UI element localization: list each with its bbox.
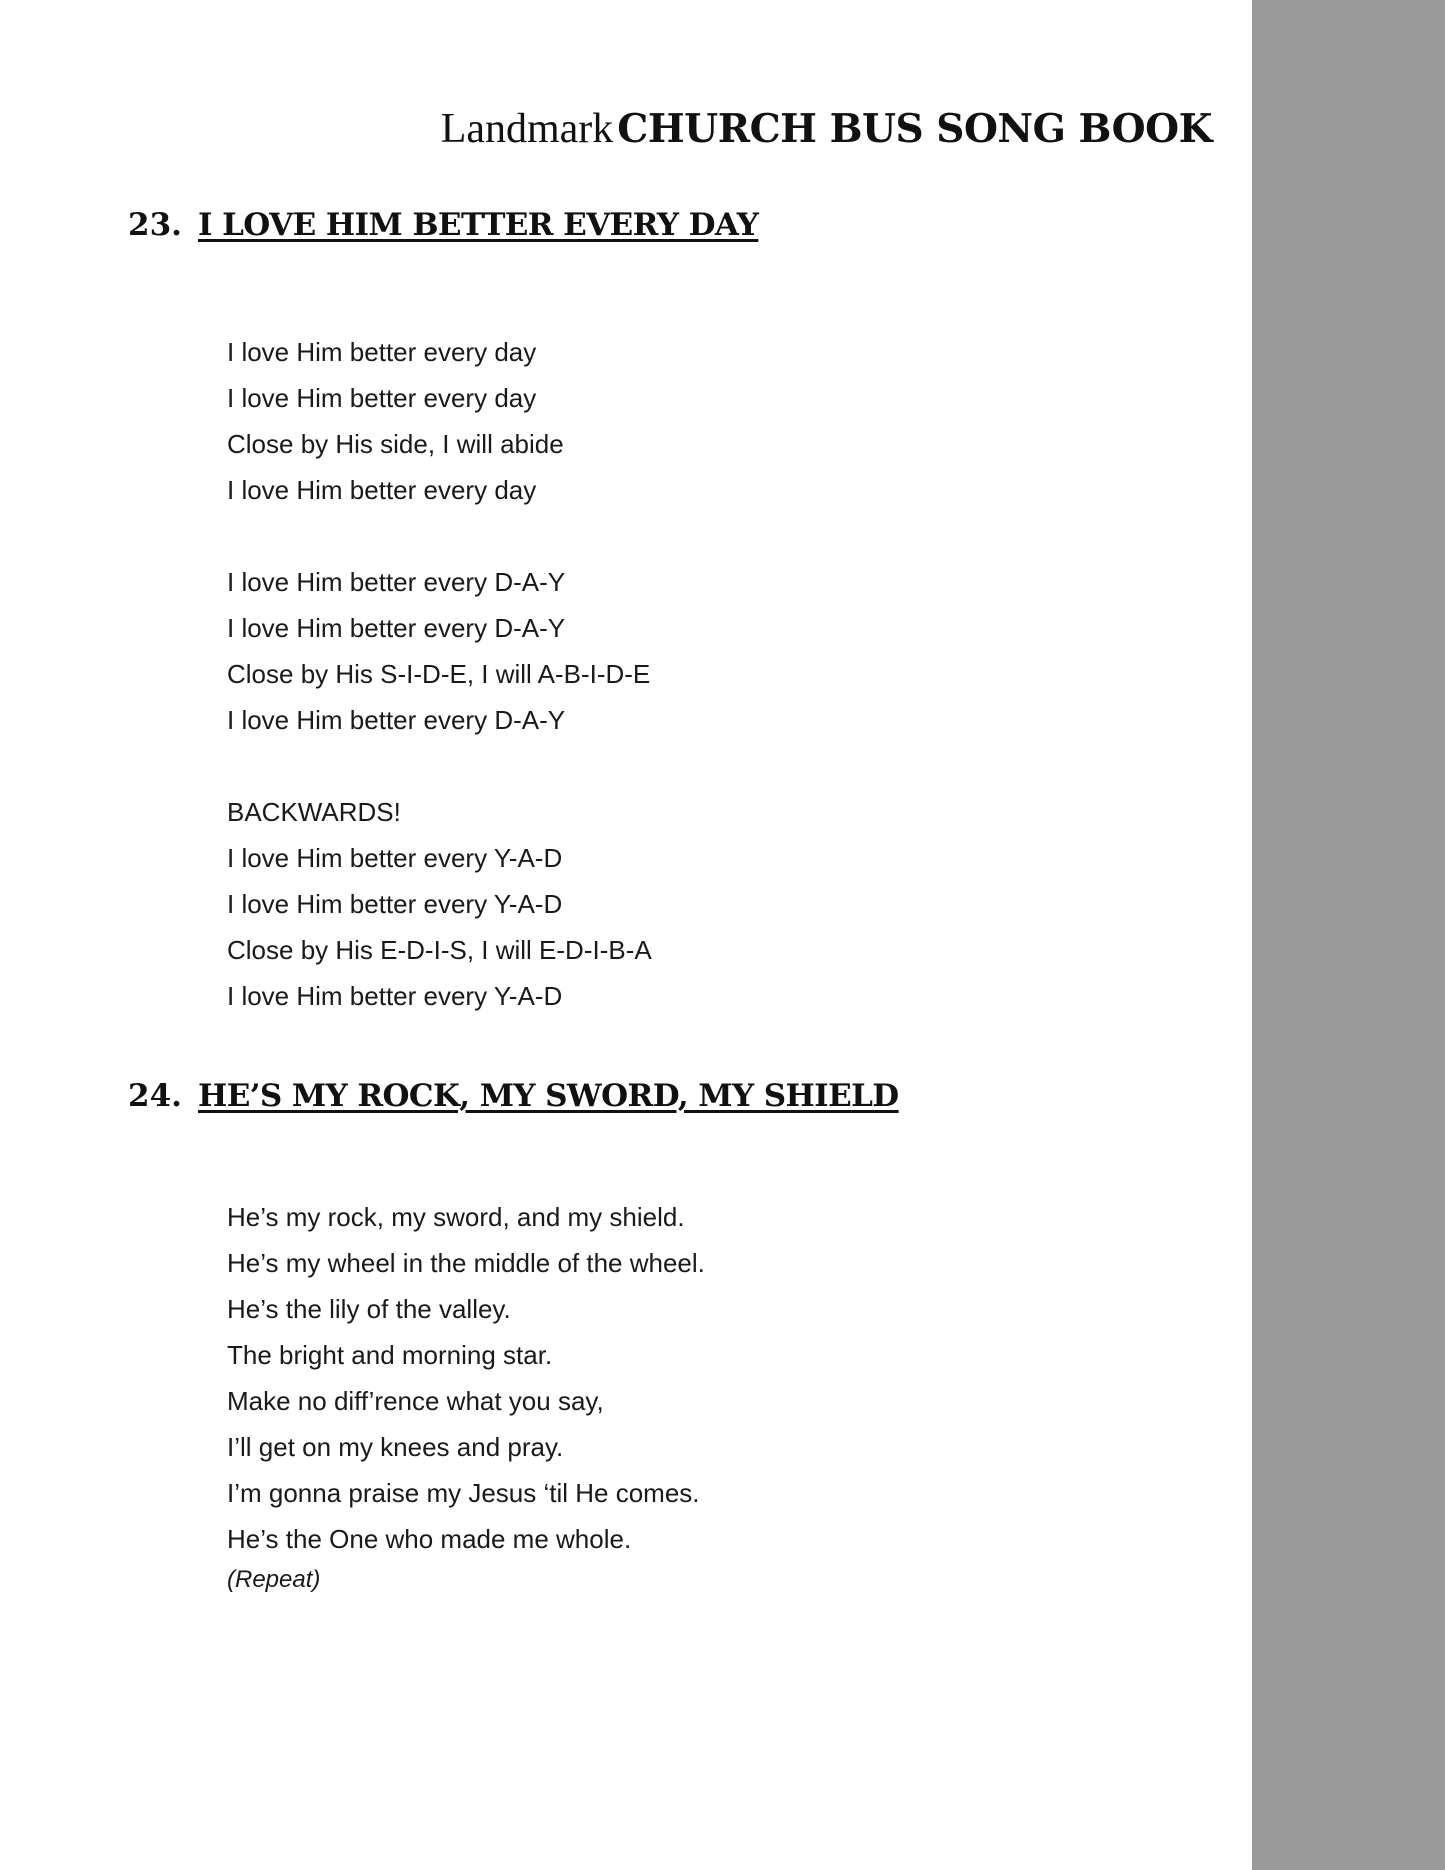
lyric-line: I’m gonna praise my Jesus ‘til He comes.	[227, 1478, 700, 1508]
lyric-line: I love Him better every Y-A-D	[227, 843, 563, 873]
stanza	[227, 329, 1228, 513]
lyric-line: Close by His side, I will abide	[227, 429, 564, 459]
song-lyrics	[227, 1194, 1228, 1598]
repeat-note: (Repeat)	[227, 1566, 321, 1593]
lyric-line: I’ll get on my knees and pray.	[227, 1432, 564, 1462]
lyric-line: I love Him better every day	[227, 383, 537, 413]
lyric-line: I love Him better every Y-A-D	[227, 981, 563, 1011]
page-header	[441, 108, 1212, 150]
song-title: I LOVE HIM BETTER EVERY DAY	[198, 207, 759, 243]
lyric-line: He’s the One who made me whole.	[227, 1524, 632, 1554]
lyric-line: I love Him better every D-A-Y	[227, 567, 566, 597]
stanza	[227, 1194, 1228, 1598]
song-24	[128, 1078, 1228, 1598]
lyric-line: BACKWARDS!	[227, 797, 401, 827]
lyric-line: Make no diff’rence what you say,	[227, 1386, 604, 1416]
lyric-line: I love Him better every Y-A-D	[227, 889, 563, 919]
song-heading	[128, 1078, 1228, 1114]
lyric-line: He’s my wheel in the middle of the wheel.	[227, 1248, 705, 1278]
header-book-title: CHURCH BUS SONG BOOK	[617, 106, 1212, 152]
lyric-line: Close by His E-D-I-S, I will E-D-I-B-A	[227, 935, 652, 965]
side-margin-bar	[1252, 0, 1445, 1870]
header-brand: Landmark	[440, 106, 614, 152]
song-23	[128, 207, 1228, 1019]
song-number: 23.	[128, 207, 182, 243]
lyric-line: The bright and morning star.	[227, 1340, 553, 1370]
song-title: HE’S MY ROCK, MY SWORD, MY SHIELD	[198, 1078, 899, 1114]
song-heading	[128, 207, 1228, 243]
lyric-line: Close by His S-I-D-E, I will A-B-I-D-E	[227, 659, 651, 689]
lyric-line: He’s my rock, my sword, and my shield.	[227, 1202, 685, 1232]
lyric-line: I love Him better every D-A-Y	[227, 705, 566, 735]
lyric-line: He’s the lily of the valley.	[227, 1294, 511, 1324]
stanza	[227, 559, 1228, 743]
lyric-line: I love Him better every day	[227, 337, 537, 367]
stanza	[227, 789, 1228, 1019]
song-number: 24.	[128, 1078, 182, 1114]
lyric-line: I love Him better every day	[227, 475, 537, 505]
lyric-line: I love Him better every D-A-Y	[227, 613, 566, 643]
song-lyrics	[227, 329, 1228, 1019]
